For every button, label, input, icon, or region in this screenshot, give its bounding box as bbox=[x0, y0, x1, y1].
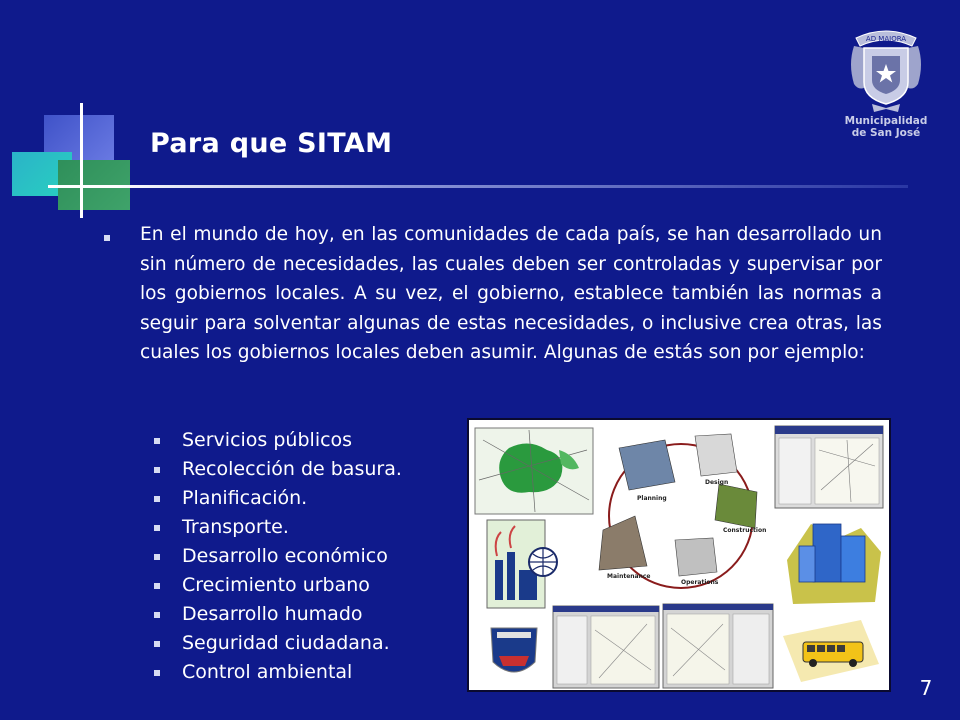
cycle-label-construction: Construction bbox=[723, 527, 767, 534]
bullet-icon bbox=[154, 467, 160, 473]
list-item-label: Crecimiento urbano bbox=[182, 574, 370, 596]
office-buildings-icon bbox=[787, 524, 881, 604]
list-item-label: Control ambiental bbox=[182, 661, 353, 683]
title-underline bbox=[48, 185, 908, 188]
school-bus-icon bbox=[777, 610, 883, 686]
police-badge-icon bbox=[479, 618, 549, 684]
list-item bbox=[152, 455, 402, 484]
page-number: 7 bbox=[919, 676, 933, 700]
list-item-label: Transporte. bbox=[182, 516, 289, 538]
logo-caption bbox=[838, 115, 934, 139]
list-item bbox=[152, 513, 402, 542]
bullet-icon bbox=[154, 641, 160, 647]
gis-software-screenshot-2 bbox=[553, 606, 659, 688]
bullet-icon bbox=[154, 583, 160, 589]
gis-collage-image bbox=[467, 418, 891, 692]
list-item bbox=[152, 426, 402, 455]
municipality-logo bbox=[838, 24, 934, 142]
decor-vertical-line bbox=[80, 103, 83, 218]
cycle-label-operations: Operations bbox=[681, 579, 719, 586]
lifecycle-diagram bbox=[595, 424, 771, 596]
list-item-label: Recolección de basura. bbox=[182, 458, 402, 480]
examples-list bbox=[152, 426, 402, 687]
list-item-label: Desarrollo humado bbox=[182, 603, 363, 625]
cycle-label-planning: Planning bbox=[637, 495, 667, 502]
cycle-label-design: Design bbox=[705, 479, 729, 486]
bullet-icon bbox=[154, 496, 160, 502]
gis-software-screenshot-3 bbox=[663, 604, 773, 688]
list-item-label: Servicios públicos bbox=[182, 429, 353, 451]
logo-caption-line1: Municipalidad bbox=[844, 115, 928, 127]
bullet-icon bbox=[154, 670, 160, 676]
list-item-label: Planificación. bbox=[182, 487, 308, 509]
bullet-icon bbox=[154, 612, 160, 618]
list-item bbox=[152, 571, 402, 600]
cycle-label-maintenance: Maintenance bbox=[607, 573, 651, 580]
bullet-icon bbox=[154, 554, 160, 560]
city-map-thumbnail bbox=[475, 428, 593, 514]
list-item bbox=[152, 600, 402, 629]
list-item-label: Desarrollo económico bbox=[182, 545, 388, 567]
slide-title: Para que SITAM bbox=[150, 128, 393, 159]
gis-software-screenshot-1 bbox=[775, 426, 883, 508]
list-item-label: Seguridad ciudadana. bbox=[182, 632, 390, 654]
paragraph-bullet bbox=[104, 235, 110, 241]
list-item bbox=[152, 658, 402, 687]
globe-icon bbox=[529, 548, 557, 576]
bullet-icon bbox=[154, 525, 160, 531]
list-item bbox=[152, 542, 402, 571]
list-item bbox=[152, 629, 402, 658]
logo-caption-line2: de San José bbox=[851, 127, 921, 139]
logo-motto: AD MAIORA bbox=[865, 35, 907, 43]
bullet-icon bbox=[154, 438, 160, 444]
list-item bbox=[152, 484, 402, 513]
intro-paragraph: En el mundo de hoy, en las comunidades de cada país, se han desarrollado un sin número de necesidades, las cuales deben ser controladas y supervisar por los gobiernos locales. A su vez, el gobierno, establece también las normas a seguir para solventar algunas de estas necesidades, o inclusive crea otras, las cuales los gobiernos locales deben asumir. Algunas de estás son por ejemplo: bbox=[140, 224, 882, 363]
coat-of-arms-icon bbox=[848, 24, 924, 114]
